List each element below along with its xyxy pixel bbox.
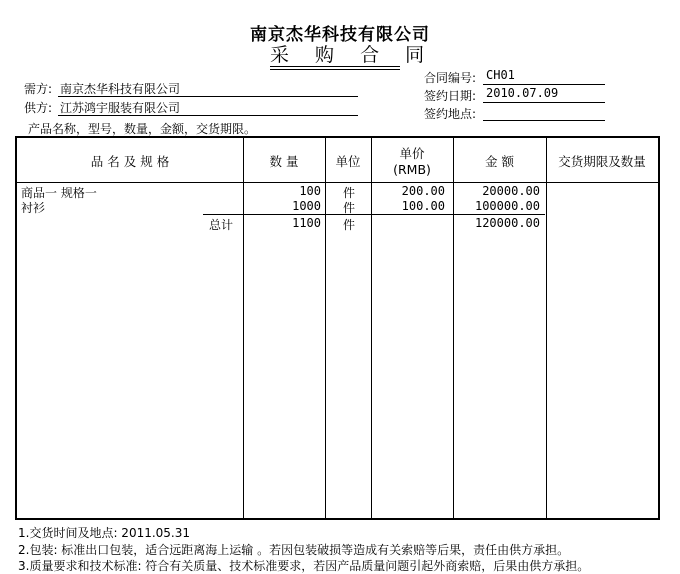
total-label: 总计 — [209, 218, 234, 232]
buyer-label: 需方: — [24, 82, 53, 96]
contract-table — [15, 136, 660, 520]
table-row-amount: 20000.00 — [482, 184, 540, 198]
table-row-qty: 100 — [299, 184, 321, 198]
total-amount: 120000.00 — [474, 216, 540, 230]
intro-text: 产品名称，型号，数量，金额，交货期限。 — [28, 122, 257, 136]
supplier-value: 江苏鸿宇服装有限公司 — [60, 101, 181, 115]
buyer-underline — [58, 96, 358, 97]
contract-no-value: CH01 — [486, 68, 515, 82]
total-unit: 件 — [343, 218, 356, 232]
title-underline — [270, 66, 400, 67]
sign-place-label: 签约地点: — [424, 107, 477, 121]
header-name: 品 名 及 规 格 — [90, 154, 170, 169]
sign-date-value: 2010.07.09 — [486, 86, 559, 100]
table-row-qty: 1000 — [292, 199, 321, 213]
header-delivery: 交货期限及数量 — [558, 154, 646, 169]
note-delivery: 1.交货时间及地点: 2011.05.31 — [18, 526, 191, 540]
header-unit: 单位 — [335, 154, 361, 169]
document-title: 采 购 合 同 — [270, 44, 435, 66]
table-row-unit: 件 — [343, 201, 356, 215]
note-packaging: 2.包装: 标准出口包装，适合远距离海上运输 。若因包装破损等造成有关索赔等后果，责任由供方承担。 — [18, 543, 570, 557]
note-quality: 3.质量要求和技术标准: 符合有关质量、技术标准要求，若因产品质量问题引起外商索赔，后果由供方承担。 — [18, 559, 590, 573]
table-row-unit: 件 — [343, 186, 356, 200]
col-divider — [546, 138, 547, 518]
contract-no-underline — [483, 84, 605, 85]
header-qty: 数 量 — [269, 154, 299, 169]
table-row-name: 商品一 规格一 — [21, 186, 97, 200]
title-underline-2 — [270, 69, 400, 70]
header-divider — [17, 182, 658, 183]
supplier-underline — [58, 115, 358, 116]
table-row-price: 100.00 — [401, 199, 445, 213]
sign-date-label: 签约日期: — [424, 89, 477, 103]
col-divider — [325, 138, 326, 518]
supplier-label: 供方: — [24, 101, 53, 115]
table-row-amount: 100000.00 — [474, 199, 540, 213]
header-price: 单价 — [399, 146, 425, 161]
total-qty: 1100 — [292, 216, 321, 230]
table-row-name: 衬衫 — [21, 201, 46, 215]
header-price-currency: (RMB) — [393, 162, 431, 177]
total-divider — [203, 214, 545, 215]
table-row-price: 200.00 — [401, 184, 445, 198]
contract-no-label: 合同编号: — [424, 71, 477, 85]
company-title: 南京杰华科技有限公司 — [250, 25, 430, 45]
buyer-value: 南京杰华科技有限公司 — [60, 82, 181, 96]
sign-place-underline — [483, 120, 605, 121]
sign-date-underline — [483, 102, 605, 103]
header-amount: 金 额 — [485, 154, 514, 169]
